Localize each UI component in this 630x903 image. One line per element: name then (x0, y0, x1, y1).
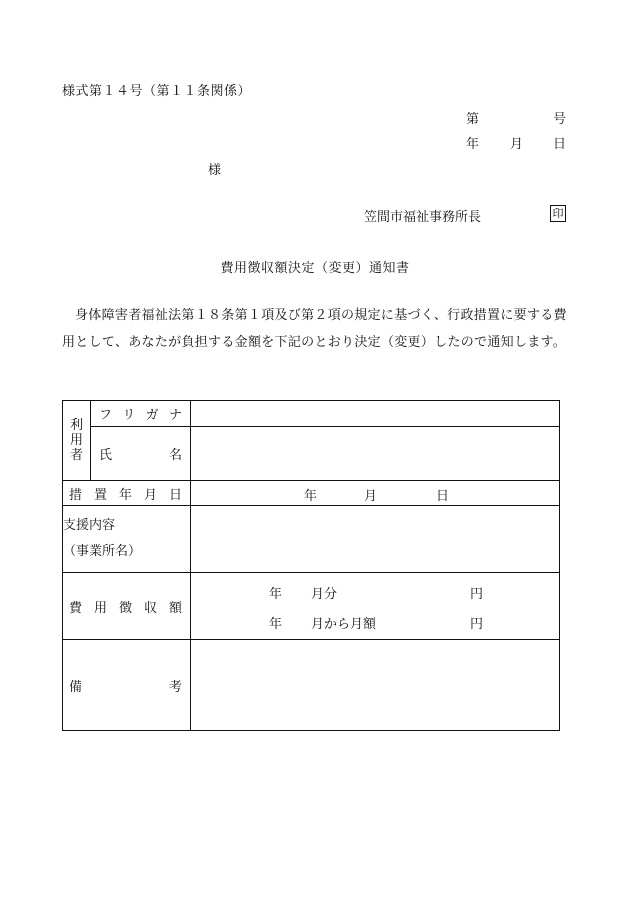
fee-row2-year: 年 (269, 617, 283, 632)
issue-date-month: 月 (510, 137, 524, 152)
measure-date-label: 措 置 年 月 日 (63, 481, 191, 506)
name-label: 氏 名 (91, 427, 191, 481)
fee-row1-yen: 円 (470, 587, 484, 602)
issuer-name: 笠間市福祉事務所長 (364, 210, 482, 225)
support-content-field[interactable] (191, 506, 560, 573)
fee-row1-month: 月分 (311, 587, 338, 602)
document-number-suffix: 号 (552, 112, 566, 127)
measure-date-day: 日 (436, 489, 450, 504)
name-field[interactable] (191, 427, 560, 481)
measure-date-field[interactable] (191, 481, 560, 506)
fee-row1-year: 年 (269, 587, 283, 602)
fee-decision-table (62, 400, 560, 731)
measure-date-month: 月 (364, 489, 378, 504)
fee-amount-field[interactable] (191, 573, 560, 640)
remarks-label: 備 考 (63, 640, 191, 731)
fee-row2-month: 月から月額 (311, 617, 377, 632)
fee-row2-yen: 円 (470, 617, 484, 632)
document-title: 費用徴収額決定（変更）通知書 (220, 261, 410, 276)
remarks-field[interactable] (191, 640, 560, 731)
support-content-label: 支援内容 （事業所名） (63, 506, 191, 573)
fee-amount-label: 費 用 徴 収 額 (63, 573, 191, 640)
body-paragraph: 身体障害者福祉法第１８条第１項及び第２項の規定に基づく、行政措置に要する費用として、あなたが負担する金額を下記のとおり決定（変更）したので通知します。 (62, 308, 567, 350)
seal-mark: 印 (550, 205, 566, 222)
furigana-field[interactable] (191, 401, 560, 427)
form-number: 様式第１４号（第１１条関係） (62, 84, 252, 99)
furigana-label: フ リ ガ ナ (91, 401, 191, 427)
measure-date-year: 年 (304, 489, 318, 504)
issue-date-year: 年 (466, 137, 480, 152)
document-number-prefix: 第 (466, 112, 480, 127)
recipient-honorific: 様 (208, 163, 222, 178)
user-label: 利 用 者 (63, 401, 91, 481)
issue-date-day: 日 (552, 137, 566, 152)
